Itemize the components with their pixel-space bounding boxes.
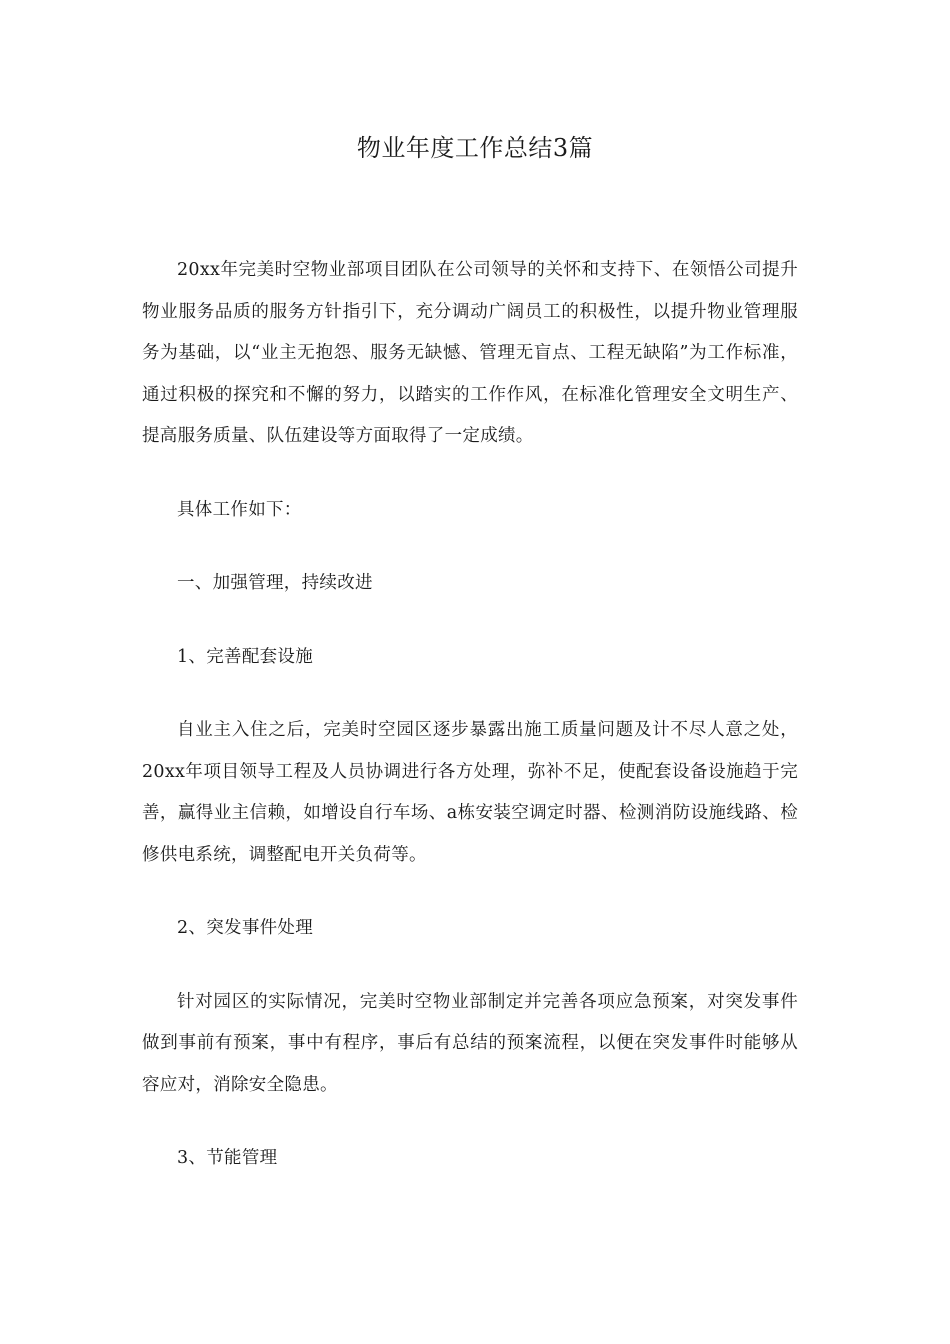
- subheading-emergency: 2、突发事件处理: [177, 918, 314, 938]
- section-heading-1: 一、加强管理，持续改进: [177, 573, 373, 593]
- paragraph-emergency: 针对园区的实际情况，完美时空物业部制定并完善各项应急预案，对突发事件做到事前有预案，事中有程序，事后有总结的预案流程，以便在突发事件时能够从容应对，消除安全隐患。: [142, 991, 798, 1095]
- paragraph-work-details-heading: 具体工作如下：: [177, 499, 302, 520]
- subheading-facilities: 1、完善配套设施: [177, 646, 314, 667]
- document-body: [142, 250, 798, 1212]
- paragraph-facilities: 自业主入住之后，完美时空园区逐步暴露出施工质量问题及计不尽人意之处，20xx年项目领导工程及人员协调进行各方处理，弥补不足，使配套设备设施趋于完善，赢得业主信赖，如增设自行车场、a栋安装空调定时器、检测消防设施线路、检修供电系统，调整配电开关负荷等。: [142, 720, 798, 865]
- document-title: 物业年度工作总结3篇: [356, 134, 594, 162]
- subheading-energy: 3、节能管理: [177, 1148, 278, 1168]
- paragraph-intro: 20xx年完美时空物业部项目团队在公司领导的关怀和支持下、在领悟公司提升物业服务品质的服务方针指引下，充分调动广阔员工的积极性，以提升物业管理服务为基础，以“业主无抱怨、服务无缺憾、管理无盲点、工程无缺陷”为工作标准，通过积极的探究和不懈的努力，以踏实的工作作风，在标准化管理安全文明生产、提高服务质量、队伍建设等方面取得了一定成绩。: [142, 260, 798, 446]
